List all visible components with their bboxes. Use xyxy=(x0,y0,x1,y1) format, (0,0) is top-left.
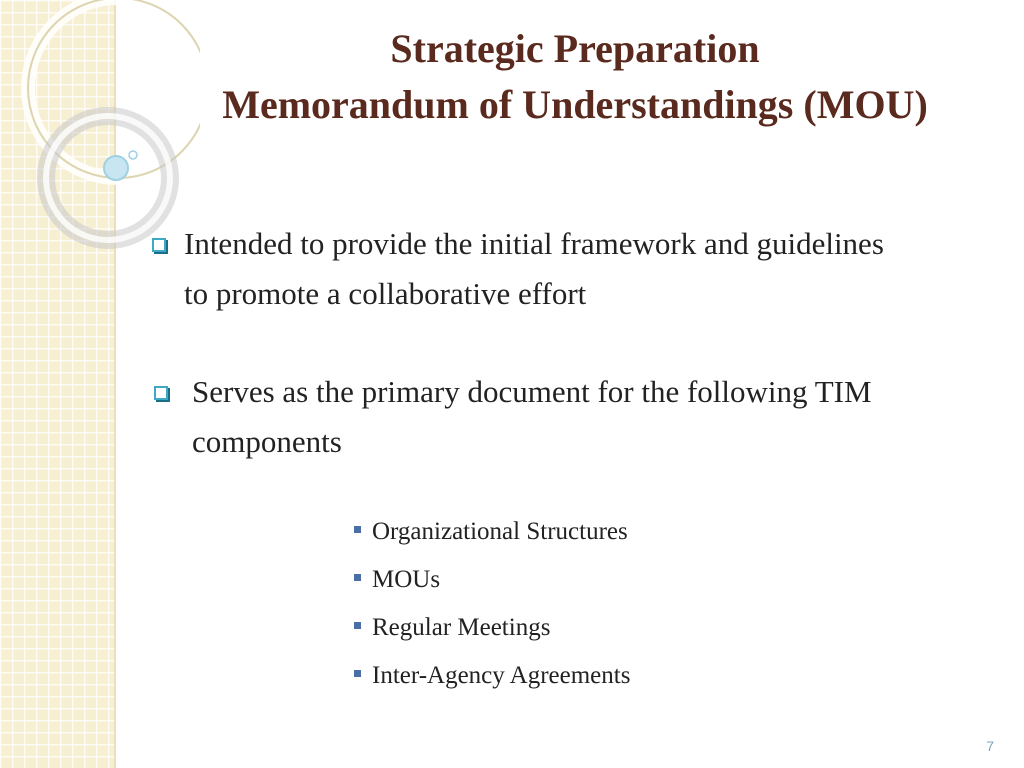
list-item-label: Organizational Structures xyxy=(372,518,628,545)
page-number: 7 xyxy=(986,738,994,754)
hollow-square-bullet-icon xyxy=(154,386,168,400)
hollow-square-bullet-icon xyxy=(152,238,166,252)
bullet-item-2-line2: components xyxy=(192,424,342,459)
filled-square-bullet-icon xyxy=(354,526,361,533)
filled-square-bullet-icon xyxy=(354,622,361,629)
list-item xyxy=(352,604,630,652)
bullet-item-2-line1: Serves as the primary document for the following TIM xyxy=(192,374,872,409)
filled-square-bullet-icon xyxy=(354,670,361,677)
slide-subtitle: Memorandum of Understandings (MOU) xyxy=(222,82,928,127)
bullet-item-2 xyxy=(192,367,872,467)
bullet-item-1-line2: to promote a collaborative effort xyxy=(184,276,587,311)
list-item-label: MOUs xyxy=(372,566,441,593)
slide-title: Strategic Preparation xyxy=(390,26,760,71)
bullet-item-1 xyxy=(184,219,884,319)
filled-square-bullet-icon xyxy=(354,574,361,581)
list-item xyxy=(352,556,630,604)
component-list xyxy=(352,508,630,700)
list-item-label: Regular Meetings xyxy=(372,614,551,641)
bullet-item-1-line1: Intended to provide the initial framework and guidelines xyxy=(184,226,884,261)
list-item-label: Inter-Agency Agreements xyxy=(372,662,631,689)
list-item xyxy=(352,652,630,700)
list-item xyxy=(352,508,630,556)
